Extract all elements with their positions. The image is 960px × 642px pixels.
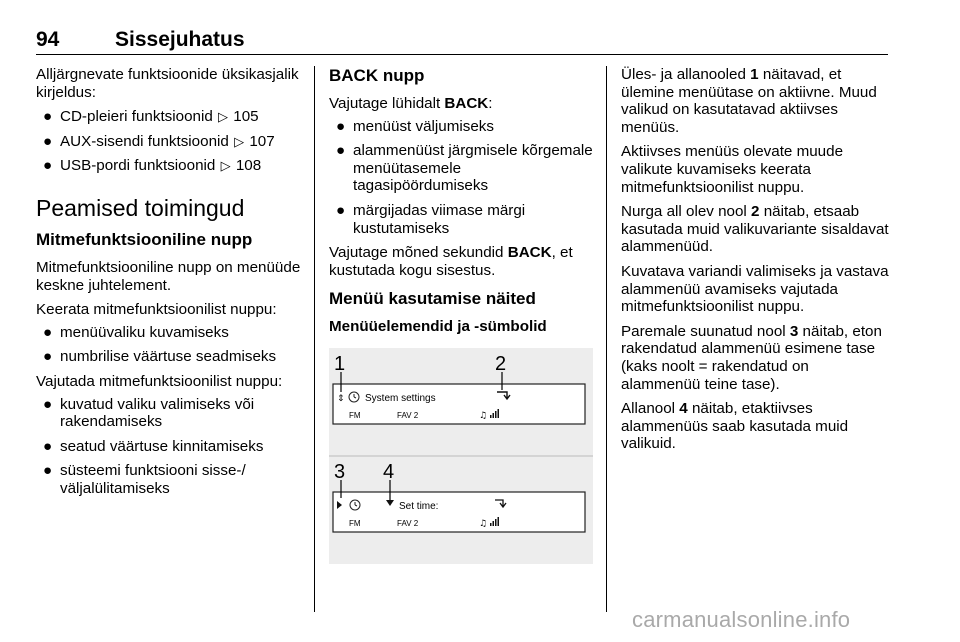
list-item: ● menüüvaliku kuvamiseks — [43, 323, 229, 341]
menu-examples-title: Menüü kasutamise näited — [329, 289, 536, 309]
list-item: ● seatud väärtuse kinnitamiseks — [43, 437, 264, 455]
screen-2-band: FM — [349, 519, 361, 528]
page-ref: 107 — [249, 132, 275, 150]
back-list — [329, 118, 595, 238]
list-item[interactable]: ● CD-pleieri funktsioonid ▷ 105 — [43, 108, 259, 126]
paragraph: Aktiivses menüüs olevate muude valikute kuvamiseks keerata mitmefunktsioonilist nuppu. — [621, 143, 844, 196]
list-item: ● süsteemi funktsiooni sisse-/ väljalülitamiseks — [43, 462, 246, 497]
page-header — [36, 28, 888, 55]
screen-1-preset: FAV 2 — [397, 411, 419, 420]
link-text: AUX-sisendi funktsioonid — [60, 132, 229, 150]
music-note-icon: ♫ — [479, 411, 488, 421]
paragraph: Kuvatava variandi valimiseks ja vastava alammenüü avamiseks vajutada mitmefunktsioonilist nuppu. — [621, 262, 889, 316]
link-text: USB-pordi funktsioonid — [60, 157, 216, 175]
menu-symbols-title: Menüüelemendid ja -sümbolid — [329, 318, 547, 336]
column-2 — [329, 66, 595, 345]
press-list — [36, 396, 301, 498]
up-down-arrows-icon: ⇕ — [337, 394, 345, 404]
back-button-title: BACK nupp — [329, 66, 425, 85]
section-title: Peamised toimingud — [36, 194, 245, 221]
page-title: Sissejuhatus — [115, 28, 245, 51]
screen-1-band: FM — [349, 411, 361, 420]
subsection-title: Mitmefunktsiooniline nupp — [36, 229, 253, 249]
screen-2-preset: FAV 2 — [397, 519, 419, 528]
paragraph: Mitmefunktsiooniline nupp on menüüde keskne juhtelement. — [36, 258, 301, 294]
menu-symbols-figure — [329, 348, 593, 564]
paragraph: Vajutada mitmefunktsioonilist nuppu: — [36, 372, 283, 390]
paragraph: Paremale suunatud nool 3 näitab, eton rakendatud alammenüü esimene tase (kaks noolt = rakendatud on alammenüü teine tase). — [621, 322, 882, 393]
link-text: CD-pleieri funktsioonid — [60, 108, 213, 126]
watermark[interactable]: carmanualsonline.info — [632, 607, 851, 632]
paragraph: Vajutage lühidalt BACK: — [329, 95, 493, 112]
column-divider — [314, 66, 315, 612]
page-number: 94 — [36, 28, 60, 51]
paragraph: Üles- ja allanooled 1 näitavad, et ülemine menüütase on aktiivne. Muud valikud on kasutatavad aktiivses menüüs. — [621, 66, 877, 136]
screen-1 — [333, 384, 585, 424]
column-1 — [36, 66, 301, 505]
callout-2: 2 — [495, 353, 507, 375]
list-item: ● menüüst väljumiseks — [336, 117, 494, 135]
cross-ref-list — [36, 108, 301, 175]
list-item: ● kuvatud valiku valimiseks või rakendamiseks — [43, 395, 255, 431]
paragraph: Nurga all olev nool 2 näitab, etsaab kasutada muid valikuvariante sisaldavat alammenüüd. — [621, 203, 889, 256]
turn-list — [36, 324, 301, 366]
column-3 — [621, 66, 891, 460]
list-item[interactable]: ● USB-pordi funktsioonid ▷ 108 — [43, 157, 262, 175]
page-ref: 105 — [233, 108, 259, 126]
callout-4: 4 — [383, 461, 395, 483]
intro-text: Alljärgnevate funktsioonide üksikasjalik kirjeldus: — [36, 66, 299, 101]
page-ref: 108 — [235, 157, 262, 175]
screen-1-title: System settings — [365, 393, 436, 404]
list-item: ● alammenüüst järgmisele kõrgemale menüütasemele tagasipöördumiseks — [336, 142, 593, 195]
screen-2 — [333, 492, 585, 532]
callout-3: 3 — [334, 461, 346, 483]
page-ref-arrow-icon: ▷ — [218, 109, 229, 125]
screen-2-title: Set time: — [399, 501, 439, 512]
page-ref-arrow-icon: ▷ — [234, 133, 245, 149]
paragraph: Vajutage mõned sekundid BACK, et kustutada kogu sisestus. — [329, 244, 573, 279]
list-item: ● numbrilise väärtuse seadmiseks — [43, 348, 277, 366]
music-note-icon: ♫ — [479, 519, 488, 529]
callout-1: 1 — [334, 353, 346, 375]
list-item: ● märgijadas viimase märgi kustutamiseks — [336, 201, 526, 237]
paragraph: Keerata mitmefunktsioonilist nuppu: — [36, 301, 277, 319]
list-item[interactable]: ● AUX-sisendi funktsioonid ▷ 107 — [43, 132, 275, 150]
paragraph: Allanool 4 näitab, etaktiivses alammenüüs saab kasutada muid valikuid. — [621, 400, 849, 453]
column-divider — [606, 66, 607, 612]
page-ref-arrow-icon: ▷ — [220, 158, 231, 174]
